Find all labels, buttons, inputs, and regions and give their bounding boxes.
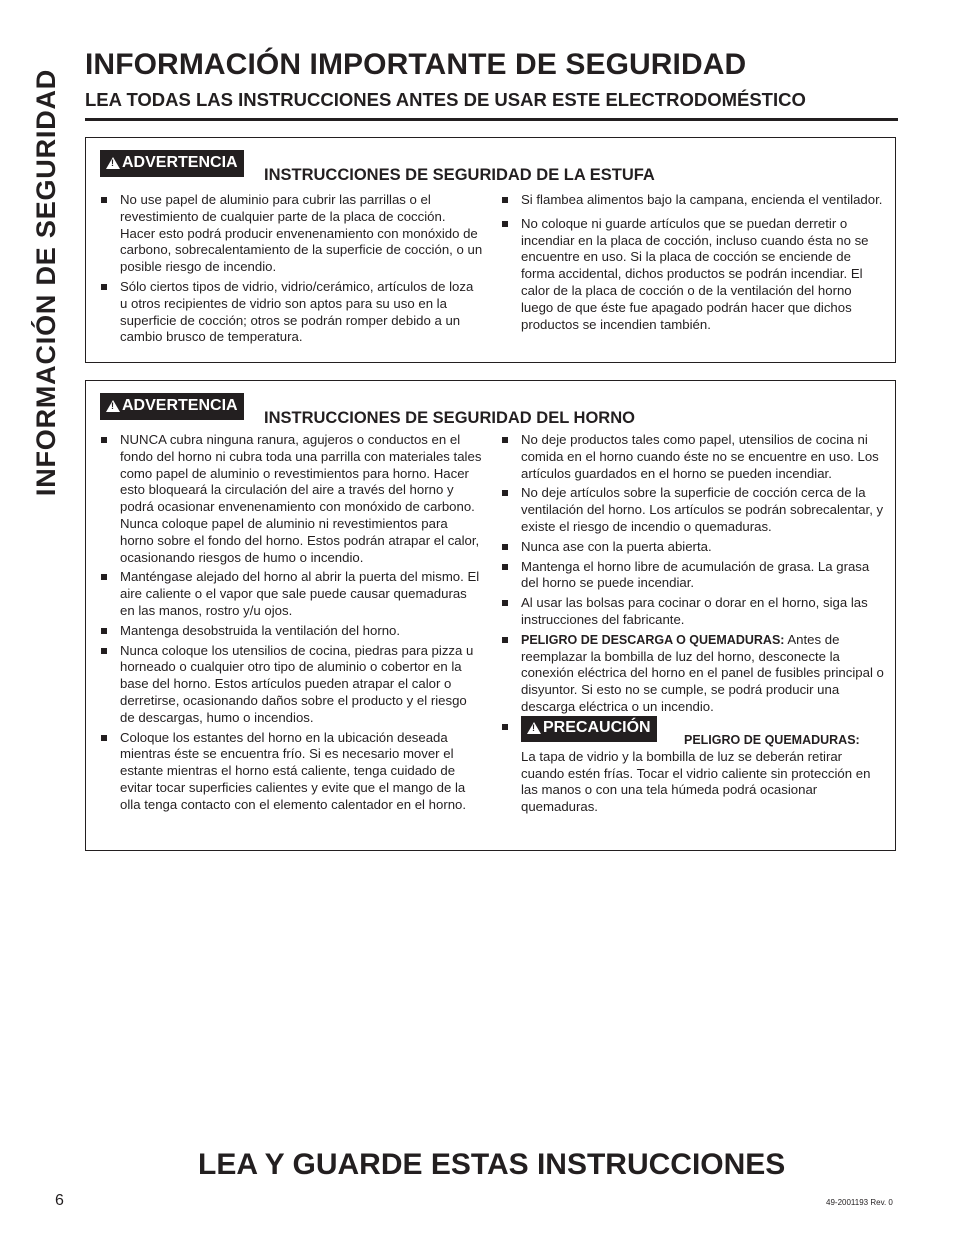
list-item: Nunca ase con la puerta abierta. <box>501 539 886 556</box>
list-item: Si flambea alimentos bajo la campana, encienda el ventilador. <box>501 192 886 209</box>
list-item: No deje productos tales como papel, utensilios de cocina ni comida en el horno cuando éste no se encuentre en uso. Los artículos guardados en el horno se pueden incendiar. <box>501 432 886 482</box>
shock-hazard-text: Antes de reemplazar la bombilla de luz del horno, desconecte la conexión eléctrica del horno en el panel de fusibles principal o disyuntor. Si esto no se cumple, se podrá producir una descarga eléctrica o un incendio. <box>521 631 884 714</box>
warning-badge-label: ADVERTENCIA <box>122 154 238 171</box>
document-code: 49-2001193 Rev. 0 <box>826 1198 893 1207</box>
oven-right-list <box>501 432 886 819</box>
side-title-text: INFORMACIÓN DE SEGURIDAD <box>31 68 62 496</box>
list-item: No use papel de aluminio para cubrir las parrillas o el revestimiento de cualquier parte de la placa de cocción. Hacer esto podrá producir envenenamiento con monóxido de carbono, sobrecalentamiento de la superficie de cocción, o un posible riesgo de incendio. <box>100 192 484 276</box>
list-item: Sólo ciertos tipos de vidrio, vidrio/cerámico, artículos de loza u otros recipientes de vidrio son aptos para su uso en la superficie de cocción; otros se podrán romper debido a un cambio brusco de temperatura. <box>100 279 484 346</box>
page-subtitle: LEA TODAS LAS INSTRUCCIONES ANTES DE USAR ESTE ELECTRODOMÉSTICO <box>85 89 806 110</box>
warning-triangle-icon <box>106 157 120 169</box>
oven-left-list <box>100 432 484 817</box>
page-title: INFORMACIÓN IMPORTANTE DE SEGURIDAD <box>85 48 747 81</box>
caution-row <box>521 719 886 749</box>
list-item: No deje artículos sobre la superficie de cocción cerca de la ventilación del horno. Los artículos se podrán sobrecalentar, y existe el riesgo de incendio o quemaduras. <box>501 485 886 535</box>
title-rule <box>85 118 898 121</box>
cooktop-safety-box <box>85 137 896 363</box>
list-item: Al usar las bolsas para cocinar o dorar en el horno, siga las instrucciones del fabricante. <box>501 595 886 629</box>
footer-title: LEA Y GUARDE ESTAS INSTRUCCIONES <box>198 1148 786 1181</box>
warning-badge <box>100 393 244 420</box>
caution-badge-label: PRECAUCIÓN <box>543 718 651 736</box>
warning-badge-label: ADVERTENCIA <box>122 397 238 414</box>
caution-item <box>501 719 886 816</box>
list-item: NUNCA cubra ninguna ranura, agujeros o conductos en el fondo del horno ni cubra toda una parrilla con materiales tales como papel de aluminio o revestimientos para horno. Hacer esto bloqueará la circulación del aire a través del horno y podrá ocasionar envenenamiento con monóxido de carbono. Nunca coloque papel de aluminio ni revestimientos para horno sobre el fondo del horno. Estos podrán atrapar el calor, ocasionando riesgos de humo o incendio. <box>100 432 484 566</box>
cooktop-right-list <box>501 192 886 339</box>
list-item: Nunca coloque los utensilios de cocina, piedras para pizza u horneado o cualquier otro tipo de aluminio o cobertor en la base del horno. Estos artículos pueden atrapar el calor o derretirse, ocasionando daños sobre el producto y el riesgo de descargas, humo o incendios. <box>100 643 484 727</box>
warning-triangle-icon <box>106 400 120 412</box>
list-item: No coloque ni guarde artículos que se puedan derretir o incendiar en la placa de cocción, incluso cuando ésta no se encuentre en uso. Si la placa de cocción se enciende de forma accidental, dichos productos se podrán incendiar. El calor de la placa de cocción o de la ventilación del horno luego de que éste fue apagado podrán hacer que dichos productos se incendien también. <box>501 216 886 334</box>
list-item: Mantenga desobstruida la ventilación del horno. <box>100 623 484 640</box>
warning-triangle-icon <box>527 722 541 734</box>
warning-badge <box>100 150 244 177</box>
burn-hazard-label: PELIGRO DE QUEMADURAS: <box>684 732 860 747</box>
list-item: Coloque los estantes del horno en la ubicación deseada mientras éste se encuentra frío. Si es necesario mover el estante mientras el horno está caliente, tenga cuidado de evitar tocar superficies calientes y evite que el mango de la olla tenga contacto con el elemento calentador en el horno. <box>100 730 484 814</box>
caution-badge <box>521 716 657 742</box>
cooktop-left-list <box>100 192 484 352</box>
burn-hazard-text: La tapa de vidrio y la bombilla de luz se deberán retirar cuando estén frías. Tocar el vidrio caliente sin protección en las manos o con una tela húmeda podrá ocasionar quemaduras. <box>521 748 871 815</box>
shock-hazard-label: PELIGRO DE DESCARGA O QUEMADURAS: <box>521 632 785 647</box>
oven-safety-box <box>85 380 896 851</box>
side-title <box>29 52 65 512</box>
list-item: Manténgase alejado del horno al abrir la puerta del mismo. El aire caliente o el vapor que sale puede causar quemaduras en las manos, rostro y/u ojos. <box>100 569 484 619</box>
list-item: Mantenga el horno libre de acumulación de grasa. La grasa del horno se puede incendiar. <box>501 559 886 593</box>
oven-section-heading: INSTRUCCIONES DE SEGURIDAD DEL HORNO <box>264 409 635 427</box>
shock-hazard-item <box>501 632 886 716</box>
cooktop-section-heading: INSTRUCCIONES DE SEGURIDAD DE LA ESTUFA <box>264 166 655 184</box>
page-number: 6 <box>55 1192 64 1209</box>
